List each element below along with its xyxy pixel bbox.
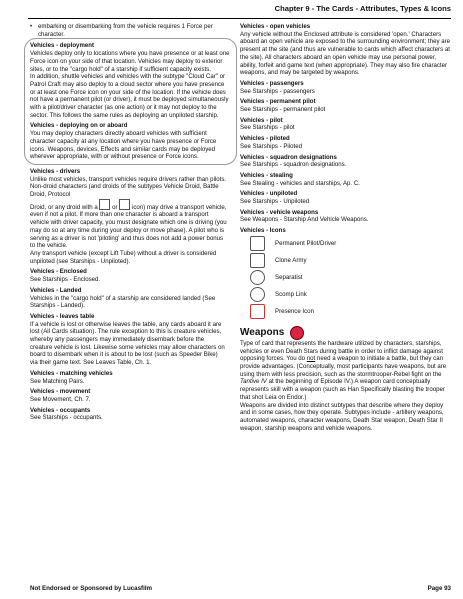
battle-droid-icon: [119, 199, 130, 210]
paragraph: [240, 340, 452, 402]
paragraph: See Weapons - Starship And Vehicle Weapons.: [240, 216, 369, 224]
text-run: Droid, or any droid with a: [30, 203, 98, 211]
footer-disclaimer: Not Endorsed or Sponsored by Lucasfilm: [30, 585, 153, 592]
paragraph: See Starships - Unpiloted: [240, 198, 310, 206]
text-run: at the beginning of Episode IV.) A weapon card conceptually represents skill with a weapon (such as Han Specifically blasting the trooper that shot Leia on Endor.): [240, 378, 445, 401]
paragraph: Unlike most vehicles, transport vehicles require drivers rather than pilots. Non-droid characters (and droids of the subtypes Vehicle Droid, Battle Droid, Protocol: [30, 175, 227, 199]
section-title: Vehicles - unpiloted: [240, 190, 298, 198]
paragraph: Vehicles in the "cargo hold" of a starship are considered landed (See Starships - Landed).: [30, 294, 216, 310]
weapon-icon: [290, 326, 304, 340]
paragraph: If a vehicle is lost or otherwise leaves the table, any cards aboard it are lost (All Cards situation). The rule exception to this is creature vehicles, whereby any passengers may immediately disembark before the creature vehicle is lost. Likewise some vehicles may allow characters on board to disembark when it is about to be lost (such as Speeder Bike) via their game text. See Leaves Table, Ch. 1.: [30, 320, 225, 367]
weapons-heading: [240, 326, 452, 340]
text-run: icon) may drive a transport vehicle, even if not a pilot. If more than one character is aboard a transport vehicle with driver capacity, you must designate which one is driving (you may do so at any time during your deploy or move phase). A pilot who is serving as a driver is not 'piloting' and thus does not add a power bonus to the vehicle.: [30, 203, 227, 250]
section-title: Vehicles - leaves table: [30, 312, 95, 320]
paragraph: In addition, shuttle vehicles and vehicles with the subtype "Cloud Car" or Patrol Craft may also deploy to a cloud sector where you have presence or at least one Force icon on your side of the location. If the vehicle does not have a permanent pilot (or driver), it must be deployed simultaneously with a pilot/driver character (as one action) or it may not deploy to the sector. This follows the same rules as deploying an unpiloted starship.: [30, 73, 229, 119]
weapons-title: Weapons: [240, 327, 285, 339]
text-run: or: [112, 203, 118, 211]
section-title: Vehicles - drivers: [30, 167, 81, 175]
section-title: Vehicles - occupants: [30, 406, 91, 414]
bullet-text: • embarking or disembarking from the vehicle requires 1 Force per character.: [30, 23, 227, 38]
page-number: Page 93: [427, 585, 451, 592]
section-title: Vehicles - squadron designations: [240, 153, 337, 161]
vehicle-droid-icon: [99, 199, 110, 210]
icon-label: Presence Icon: [275, 308, 314, 316]
icon-item: [240, 287, 452, 303]
section-title: Vehicles - pilot: [240, 116, 283, 124]
section-title: Vehicles - deployment: [30, 42, 95, 50]
section-title: Vehicles - deploying on or aboard: [30, 122, 128, 130]
paragraph: Any vehicle without the Enclosed attribute is considered 'open.' Characters aboard an open vehicle are exposed to the surrounding environment; they are present at the site (and thus are vulnerable to cards which affect characters at the site). All characters aboard an open vehicle may use personal power, ability, forfeit and game text (when appropriate). They may also fire character weapons, and may be targeted by weapons.: [240, 30, 451, 77]
section-title: Vehicles - Icons: [240, 227, 286, 235]
icon-label: Clone Army: [275, 257, 307, 265]
italic-text: Tantive IV: [240, 378, 267, 386]
clone-army-icon: [250, 253, 265, 268]
icon-label: Permanent Pilot/Driver: [275, 240, 337, 248]
section-title: Vehicles - open vehicles: [240, 23, 311, 30]
icon-item: [240, 253, 452, 269]
section-title: Vehicles - piloted: [240, 135, 290, 143]
presence-icon: [250, 304, 265, 319]
permanent-pilot-icon: [250, 236, 265, 251]
paragraph: See Starships - permanent pilot: [240, 106, 326, 114]
section-title: Vehicles - Landed: [30, 286, 82, 294]
paragraph: See Matching Pairs.: [30, 377, 85, 385]
section-title: Vehicles - movement: [30, 388, 91, 396]
text-run: Type of card that represents the hardware utilized by characters, starships, vehicles or even Death Stars during battle in order to inflict damage against opposing forces. You do: [240, 339, 443, 363]
section-title: Vehicles - matching vehicles: [30, 369, 113, 377]
deployment-box: [24, 38, 237, 165]
paragraph: See Starships - passengers: [240, 87, 315, 95]
paragraph: See Starships - pilot: [240, 124, 295, 132]
icon-label: Scomp Link: [275, 291, 307, 299]
right-column: [240, 23, 452, 432]
icon-item: [240, 236, 452, 252]
paragraph: See Starships - occupants.: [30, 414, 103, 422]
paragraph: See Starships - Piloted: [240, 142, 302, 150]
paragraph: Weapons are divided into distinct subtypes that describe where they deploy and in some cases, how they operate. Subtypes include - artillery weapons, automated weapons, character weapons, Death Star weapon, Death Star II weapon, starship weapons and vehicle weapons.: [240, 401, 444, 432]
paragraph: You may deploy characters directly aboard vehicles with sufficient character capacity at any location where you have presence or Force icons. Weapons, devices, Effects and similar cards may be deployed wherever appropriate, with or without presence or Force icons.: [30, 130, 217, 161]
paragraph: See Movement, Ch. 7.: [30, 395, 91, 403]
section-title: Vehicles - Enclosed: [30, 268, 87, 276]
scomp-link-icon: [250, 287, 265, 302]
section-title: Vehicles - permanent pilot: [240, 98, 316, 106]
text-run: need a weapon to initiate a battle, but they can provide advantages. (Conceptually, most participants have weapons, but are using them with less precision, such as the stormtrooper-Rebel fight on the: [240, 355, 447, 378]
paragraph: Any transport vehicle (except Lift Tube) without a driver is considered unpiloted (see Starships - Unpiloted).: [30, 249, 217, 265]
page-footer: [30, 585, 451, 592]
paragraph: Vehicles deploy only to locations where you have presence or at least one Force icon on your side of that location. Vehicles may deploy to exterior sites, or to the "cargo hold" of a starship if sufficient capacity exists.: [30, 50, 230, 73]
chapter-header: Chapter 9 - The Cards - Attributes, Types & Icons: [28, 4, 451, 19]
separatist-icon: [250, 270, 265, 285]
left-column: [30, 23, 230, 422]
underlined-text: not: [306, 355, 316, 363]
icon-item: [240, 270, 452, 286]
icon-item: [240, 304, 452, 320]
paragraph: See Starships - Enclosed.: [30, 276, 101, 284]
paragraph: [30, 199, 227, 250]
paragraph: See Starships - squadron designations.: [240, 161, 347, 169]
icon-label: Separatist: [275, 274, 303, 282]
section-title: Vehicles - stealing: [240, 171, 293, 179]
section-title: Vehicles - passengers: [240, 79, 304, 87]
paragraph: See Stealing - vehicles and starships, Ap. C.: [240, 179, 360, 187]
section-title: Vehicles - vehicle weapons: [240, 208, 319, 216]
